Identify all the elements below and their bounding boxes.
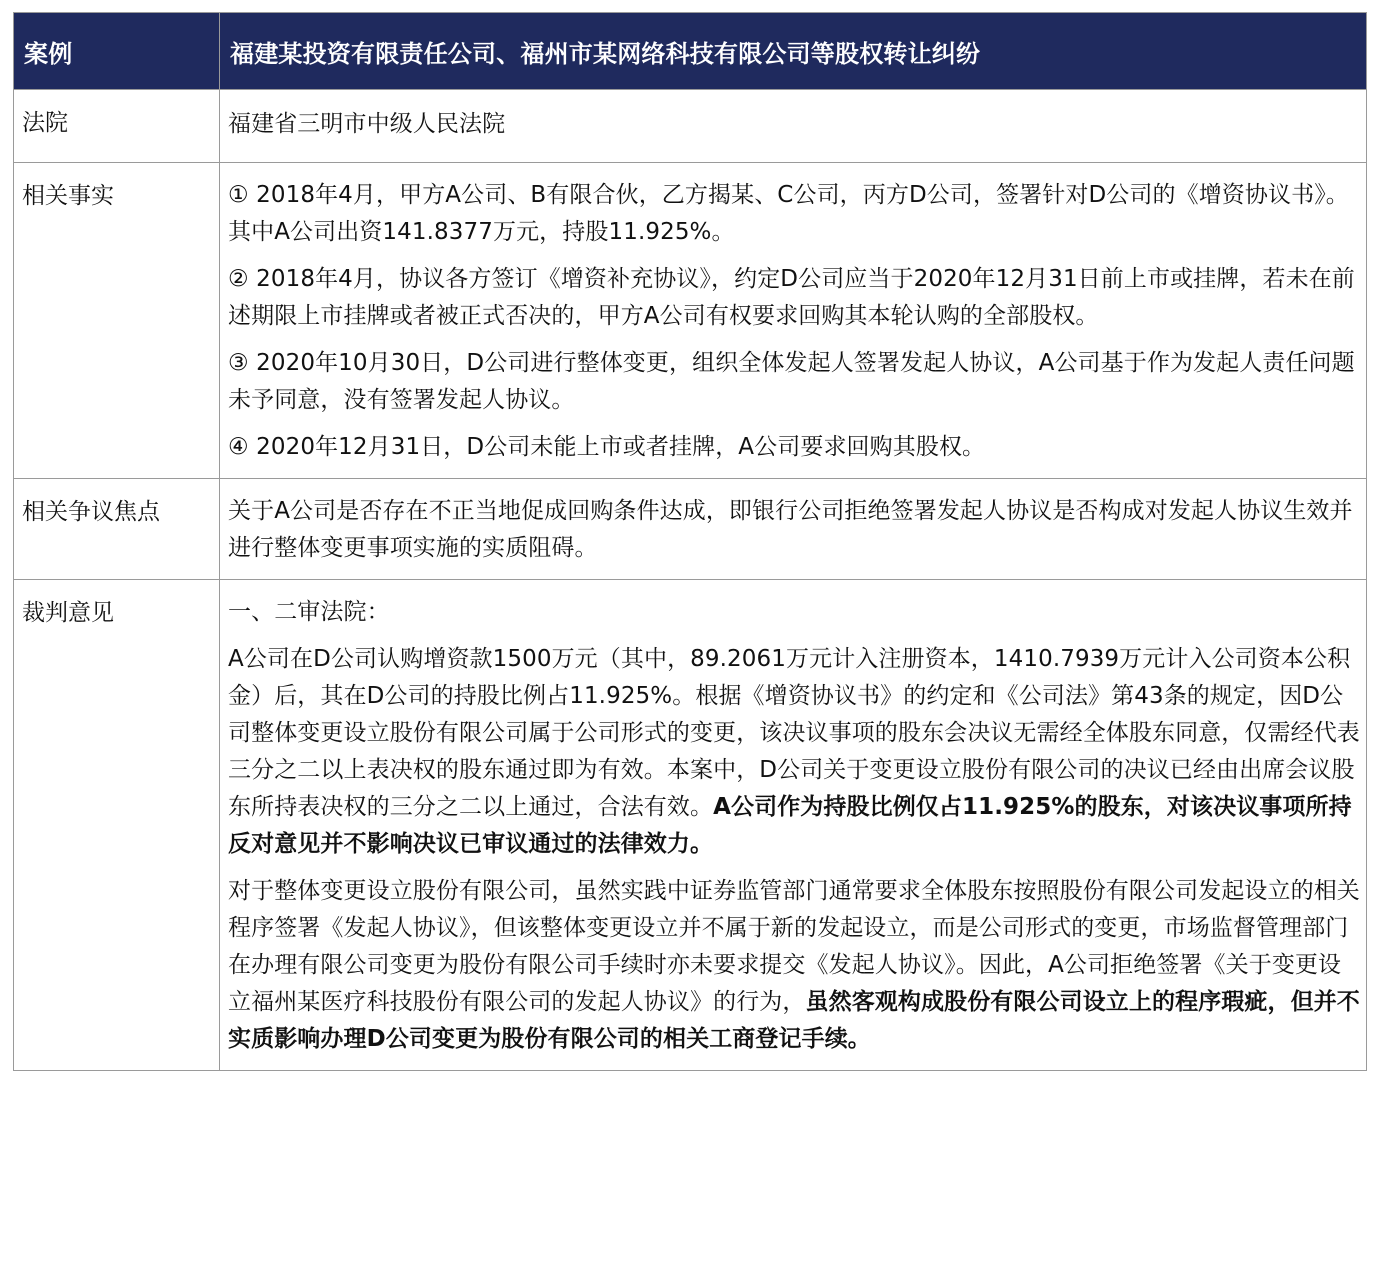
opinion-paragraph-3-text: 对于整体变更设立股份有限公司，虽然实践中证券监管部门通常要求全体股东按照股份有限公司发起设立的相关程序签署《发起人协议》，但该整体变更设立并不属于新的发起设立，而是公司形式的变更，市场监督管理部门在办理有限公司变更为股份有限公司手续时亦未要求提交《发起人协议》。因此，A公司拒绝签署《关于变更设立福州某医疗科技股份有限公司的发起人协议》的行为， <box>228 878 1360 1015</box>
row-facts <box>14 163 1367 479</box>
opinion-value <box>220 580 1367 1071</box>
fact-paragraph-3: ③ 2020年10月30日，D公司进行整体变更，组织全体发起人签署发起人协议，A公司基于作为发起人责任问题未予同意，没有签署发起人协议。 <box>228 350 1355 413</box>
header-row <box>14 13 1367 90</box>
case-title: 福建某投资有限责任公司、福州市某网络科技有限公司等股权转让纠纷 <box>230 39 981 68</box>
court-value: 福建省三明市中级人民法院 <box>220 90 1367 163</box>
row-dispute <box>14 479 1367 580</box>
facts-label: 相关事实 <box>14 163 220 479</box>
opinion-label: 裁判意见 <box>14 580 220 1071</box>
opinion-paragraph-3 <box>228 873 1360 1058</box>
court-label: 法院 <box>14 90 220 163</box>
opinion-paragraph-2 <box>228 641 1360 863</box>
dispute-value: 关于A公司是否存在不正当地促成回购条件达成，即银行公司拒绝签署发起人协议是否构成对发起人协议生效并进行整体变更事项实施的实质阻碍。 <box>220 479 1367 580</box>
case-table <box>13 12 1367 1071</box>
fact-paragraph-1: ① 2018年4月，甲方A公司、B有限合伙，乙方揭某、C公司，丙方D公司，签署针对D公司的《增资协议书》。其中A公司出资141.8377万元，持股11.925%。 <box>228 182 1349 245</box>
facts-value <box>220 163 1367 479</box>
opinion-paragraph-3-bold: 虽然客观构成股份有限公司设立上的程序瑕疵，但并不实质影响办理D公司变更为股份有限公司的相关工商登记手续。 <box>228 989 1360 1052</box>
dispute-label: 相关争议焦点 <box>14 479 220 580</box>
row-opinion <box>14 580 1367 1071</box>
fact-paragraph-4: ④ 2020年12月31日，D公司未能上市或者挂牌，A公司要求回购其股权。 <box>228 434 986 460</box>
opinion-paragraph-2-bold: A公司作为持股比例仅占11.925%的股东，对该决议事项所持反对意见并不影响决议已审议通过的法律效力。 <box>228 794 1352 857</box>
header-label-cell <box>14 13 220 90</box>
header-title-cell <box>220 13 1367 90</box>
row-court <box>14 90 1367 163</box>
opinion-paragraph-2-text: A公司在D公司认购增资款1500万元（其中，89.2061万元计入注册资本，1410.7939万元计入公司资本公积金）后，其在D公司的持股比例占11.925%。根据《增资协议书》的约定和《公司法》第43条的规定，因D公司整体变更设立股份有限公司属于公司形式的变更，该决议事项的股东会决议无需经全体股东同意，仅需经代表三分之二以上表决权的股东通过即为有效。本案中，D公司关于变更设立股份有限公司的决议已经由出席会议股东所持表决权的三分之二以上通过，合法有效。 <box>228 646 1360 820</box>
header-label: 案例 <box>24 39 73 68</box>
opinion-paragraph-1: 一、二审法院： <box>228 599 390 625</box>
fact-paragraph-2: ② 2018年4月，协议各方签订《增资补充协议》，约定D公司应当于2020年12月31日前上市或挂牌，若未在前述期限上市挂牌或者被正式否决的，甲方A公司有权要求回购其本轮认购的全部股权。 <box>228 266 1355 329</box>
